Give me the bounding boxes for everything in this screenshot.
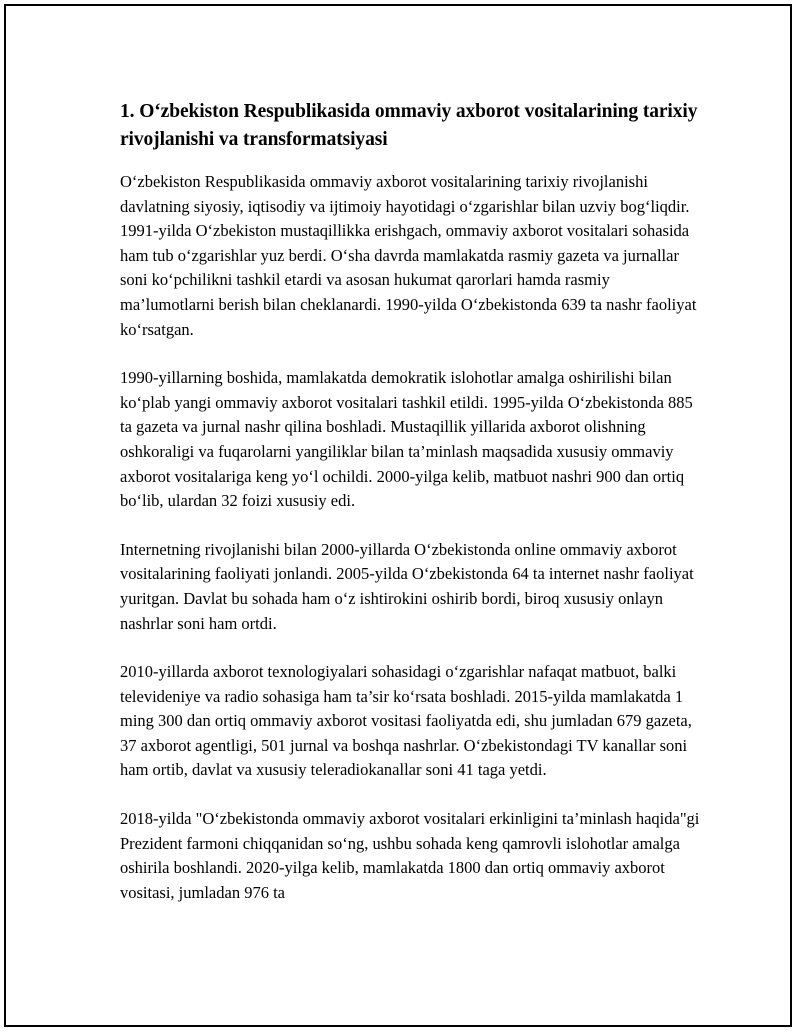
paragraph-4: 2010-yillarda axborot texnologiyalari sohasidagi o‘zgarishlar nafaqat matbuot, balki televideniye va radio sohasiga ham ta’sir ko‘rsata boshladi. 2015-yilda mamlakatda 1 ming 300 dan ortiq ommaviy axborot vositasi faoliyatda edi, shu jumladan 679 gazeta, 37 axborot agentligi, 501 jurnal va boshqa nashrlar. O‘zbekistondagi TV kanallar soni ham ortib, davlat va xususiy teleradiokanallar soni 41 taga yetdi.	[120, 662, 692, 780]
document-body	[120, 98, 700, 929]
section-heading: 1. O‘zbekiston Respublikasida ommaviy axborot vositalarining tarixiy rivojlanishi va transformatsiyasi	[120, 101, 698, 150]
paragraph-5: 2018-yilda "O‘zbekistonda ommaviy axborot vositalari erkinligini ta’minlash haqida"gi Prezident farmoni chiqqanidan so‘ng, ushbu sohada keng qamrovli islohotlar amalga oshirila boshlandi. 2020-yilga kelib, mamlakatda 1800 dan ortiq ommaviy axborot vositasi, jumladan 976 ta	[120, 809, 700, 902]
page-frame	[4, 4, 792, 1027]
paragraph-1: O‘zbekiston Respublikasida ommaviy axborot vositalarining tarixiy rivojlanishi davlatning siyosiy, iqtisodiy va ijtimoiy hayotidagi o‘zgarishlar bilan uzviy bog‘liqdir. 1991-yilda O‘zbekiston mustaqillikka erishgach, ommaviy axborot vositalari sohasida ham tub o‘zgarishlar yuz berdi. O‘sha davrda mamlakatda rasmiy gazeta va jurnallar soni ko‘pchilikni tashkil etardi va asosan hukumat qarorlari hamda rasmiy ma’lumotlarni berish bilan cheklanardi. 1990-yilda O‘zbekistonda 639 ta nashr faoliyat ko‘rsatgan.	[120, 172, 697, 339]
paragraph-2: 1990-yillarning boshida, mamlakatda demokratik islohotlar amalga oshirilishi bilan ko‘plab yangi ommaviy axborot vositalari tashkil etildi. 1995-yilda O‘zbekistonda 885 ta gazeta va jurnal nashr qilina boshladi. Mustaqillik yillarida axborot olishning oshkoraligi va fuqarolarni yangiliklar bilan ta’minlash maqsadida xususiy ommaviy axborot vositalariga keng yo‘l ochildi. 2000-yilga kelib, matbuot nashri 900 dan ortiq bo‘lib, ulardan 32 foizi xususiy edi.	[120, 368, 693, 511]
paragraph-3: Internetning rivojlanishi bilan 2000-yillarda O‘zbekistonda online ommaviy axborot vositalarining faoliyati jonlandi. 2005-yilda O‘zbekistonda 64 ta internet nashr faoliyat yuritgan. Davlat bu sohada ham o‘z ishtirokini oshirib bordi, biroq xususiy onlayn nashrlar soni ham ortdi.	[120, 539, 694, 633]
